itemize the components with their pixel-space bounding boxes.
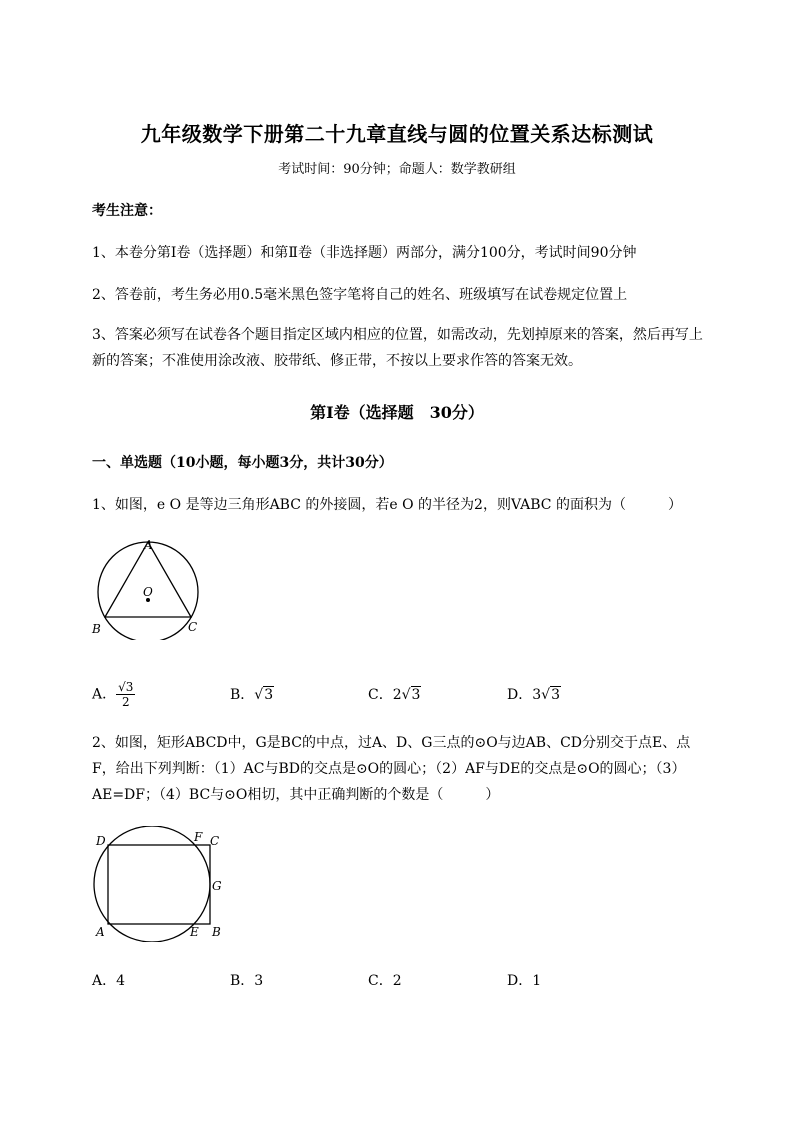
q1-option-c-label: C．2	[368, 687, 402, 703]
section-title: 第I卷（选择题 30分）	[310, 403, 484, 422]
label-o: O	[143, 585, 153, 599]
q1-option-c[interactable]	[368, 684, 421, 704]
notice-item-1: 1、本卷分第I卷（选择题）和第Ⅱ卷（非选择题）两部分，满分100分，考试时间90分钟	[92, 245, 637, 261]
label-g: G	[212, 879, 222, 893]
q1-option-d-label: D．3	[507, 687, 542, 703]
sqrt: √3	[401, 687, 421, 703]
q1-option-b-label: B．	[230, 687, 255, 703]
exam-info: 考试时间：90分钟；命题人：数学教研组	[278, 162, 516, 177]
notice-heading: 考生注意：	[92, 203, 162, 219]
label-a: A	[96, 925, 105, 939]
triangle-abc	[105, 542, 191, 617]
notice-item-2: 2、答卷前，考生务必用0.5毫米黑色签字笔将自己的姓名、班级填写在试卷规定位置上	[92, 287, 628, 303]
rectangle-abcd	[108, 845, 210, 924]
q1-option-c-radicand: 3	[411, 687, 421, 703]
q1-option-a-numerator: 3	[125, 680, 134, 694]
question-1-text: 1、如图，e O 是等边三角形ABC 的外接圆，若e O 的半径为2，则VABC 的面积为（ ）	[92, 497, 682, 513]
q1-option-b-radicand: 3	[264, 687, 274, 703]
q2-option-d[interactable]: D．1	[507, 973, 542, 989]
label-c: C	[188, 620, 198, 634]
question-1-figure	[88, 536, 208, 640]
label-b: B	[92, 622, 101, 636]
page-title: 九年级数学下册第二十九章直线与圆的位置关系达标测试	[140, 122, 654, 146]
notice-item-3: 3、答案必须写在试卷各个题目指定区域内相应的位置，如需改动，先划掉原来的答案，然后再写上新的答案；不准使用涂改液、胶带纸、修正带，不按以上要求作答的答案无效。	[92, 327, 703, 369]
q1-option-a-label: A．	[92, 686, 117, 703]
label-a: A	[144, 538, 153, 552]
q1-option-a[interactable]	[92, 680, 135, 709]
label-e: E	[190, 925, 199, 939]
q2-option-b[interactable]: B．3	[230, 973, 264, 989]
q2-option-a[interactable]: A．4	[92, 973, 126, 989]
sqrt: √3	[254, 687, 274, 703]
q1-option-d-radicand: 3	[551, 687, 560, 703]
sqrt: √3	[541, 687, 560, 703]
q2-option-c[interactable]: C．2	[368, 973, 402, 989]
q1-option-b[interactable]	[230, 684, 274, 704]
label-f: F	[194, 830, 203, 844]
q1-option-a-denominator: 2	[121, 695, 130, 709]
question-2-figure	[88, 826, 228, 942]
label-b: B	[212, 925, 221, 939]
label-d: D	[96, 834, 106, 848]
question-2-text: 2、如图，矩形ABCD中，G是BC的中点，过A、D、G三点的⊙O与边AB、CD分别交于点E、点F，给出下列判断：（1）AC与BD的交点是⊙O的圆心；（2）AF与DE的交点是⊙O的圆心；（3）AE=DF；（4）BC与⊙O相切，其中正确判断的个数是（ ）	[92, 735, 691, 803]
part-heading: 一、单选题（10小题，每小题3分，共计30分）	[92, 455, 393, 471]
label-c: C	[210, 834, 220, 848]
fraction: $\frac{√3}{2}$	[118, 680, 134, 709]
q1-option-d[interactable]	[507, 684, 561, 704]
